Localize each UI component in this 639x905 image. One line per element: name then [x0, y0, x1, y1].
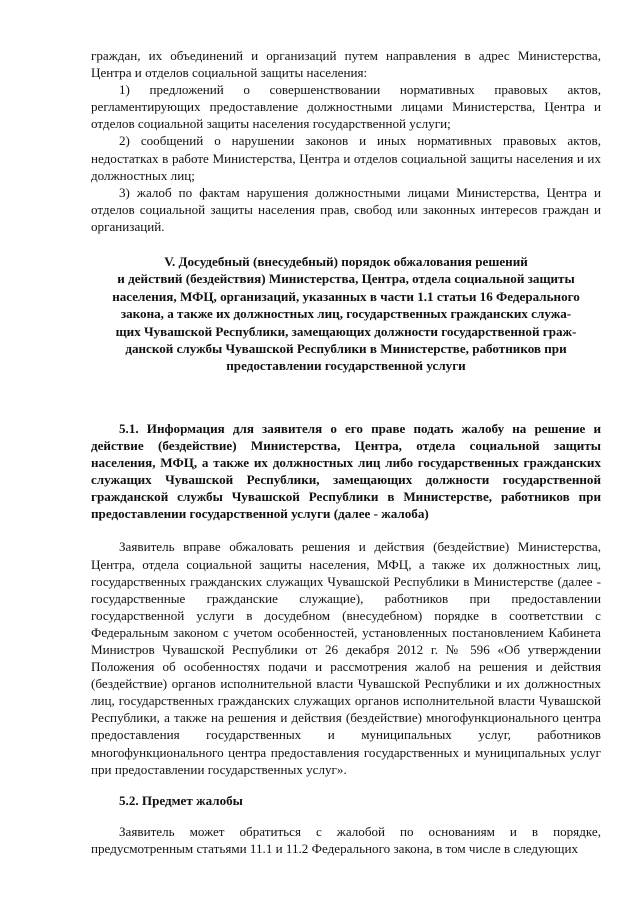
- paragraph-5-2: Заявитель может обратиться с жалобой по основаниям и в порядке, предусмотренным статьями 11.1 и 11.2 Федерального закона, в том числе в следующих: [91, 823, 601, 856]
- list-item-3: 3) жалоб по фактам нарушения должностными лицами Министерства, Центра и отделов социальной защиты населения прав, свобод или законных интересов граждан и организаций.: [91, 184, 601, 234]
- paragraph-5-1: Заявитель вправе обжаловать решения и действия (бездействие) Министерства, Центра, отдела социальной защиты населения, МФЦ, а также их должностных лиц, государственных гражданских служащих Чувашской Республики в Министерстве (далее - государственные гражданские служащие), работников при предоставлении государственной услуги в досудебном (внесудебном) порядке в соответствии с Федеральным законом с учетом особенностей, установленных постановлением Кабинета Министров Чувашской Республики от 26 декабря 2012 г. № 596 «Об утверждении Положения об особенностях подачи и рассмотрения жалоб на решения и действия (бездействие) органов исполнительной власти Чувашской Республики и их должностных лиц, государственных гражданских служащих органов исполнительной власти Чувашской Республики, а также на решения и действия (бездействие) многофункционального центра предоставления государственных и муниципальных услуг, работников многофункционального центра предоставления государственных и муниципальных услуг при предоставлении государственных услуг».: [91, 539, 601, 777]
- section-heading-line: закона, а также их должностных лиц, государственных гражданских служа-: [120, 306, 572, 322]
- subheading-5-1: 5.1. Информация для заявителя о его праве подать жалобу на решение и действие (бездействие) Министерства, Центра, отдела социальной защиты населения, МФЦ, а также их должностных лиц либо государственных гражданских служащих Чувашской Республики, замещающих должности государственной гражданской службы Чувашской Республики в Министерстве, работников при предоставлении государственной услуги (далее - жалоба): [91, 420, 601, 522]
- section-heading-line: и действий (бездействия) Министерства, Центра, отдела социальной защиты: [117, 271, 575, 287]
- list-item-1: 1) предложений о совершенствовании нормативных правовых актов, регламентирующих предоставление должностными лицами Министерства, Центра и отделов социальной защиты населения государственной услуги;: [91, 82, 601, 132]
- section-v-heading: [91, 253, 601, 375]
- intro-paragraph: граждан, их объединений и организаций путем направления в адрес Министерства, Центра и отделов социальной защиты населения:: [91, 48, 601, 81]
- section-heading-line: предоставлении государственной услуги: [226, 358, 466, 374]
- section-heading-line: щих Чувашской Республики, замещающих должности государственной граж-: [115, 323, 577, 339]
- section-heading-line: V. Досудебный (внесудебный) порядок обжалования решений: [164, 254, 528, 270]
- section-heading-line: данской службы Чувашской Республики в Министерстве, работников при: [125, 341, 567, 357]
- subheading-5-2: 5.2. Предмет жалобы: [119, 792, 243, 808]
- list-item-2: 2) сообщений о нарушении законов и иных нормативных правовых актов, недостатках в работе Министерства, Центра и отделов социальной защиты населения и их должностных лиц;: [91, 133, 601, 183]
- section-heading-line: населения, МФЦ, организаций, указанных в части 1.1 статьи 16 Федерального: [112, 288, 580, 304]
